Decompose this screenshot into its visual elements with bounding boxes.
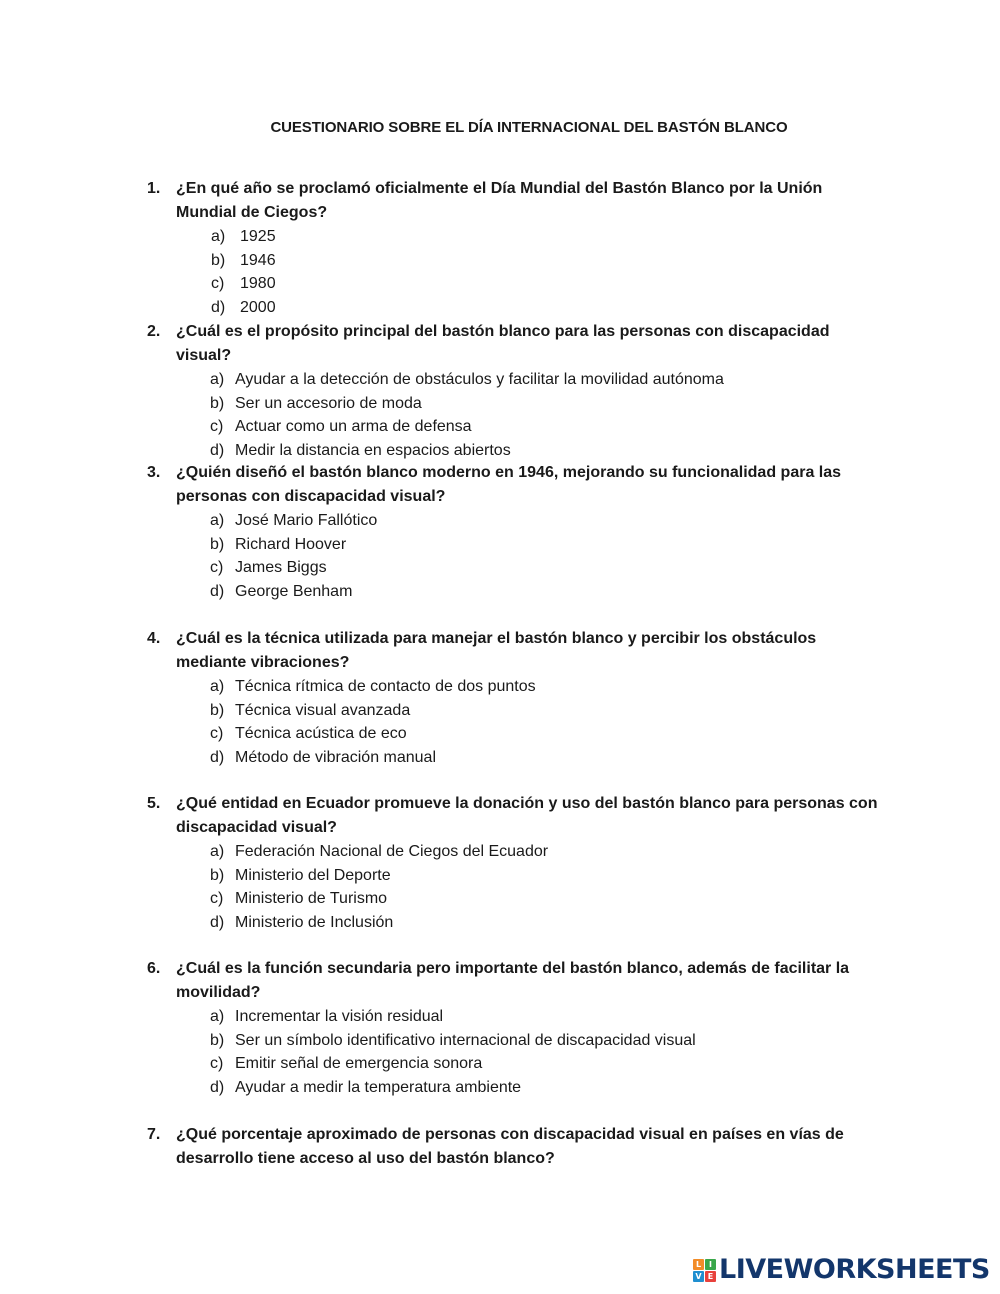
option-letter: b) (210, 394, 225, 412)
question-3 (147, 461, 887, 604)
question-7 (147, 1123, 887, 1171)
question-number: 5. (147, 795, 161, 812)
option-list (147, 368, 887, 463)
question-number: 2. (147, 323, 161, 340)
option-letter: c) (210, 559, 224, 577)
option-b[interactable] (147, 249, 887, 273)
question-2 (147, 320, 887, 463)
option-text: Incrementar la visión residual (235, 1008, 444, 1025)
option-letter: d) (210, 1079, 225, 1097)
option-b[interactable] (147, 864, 887, 888)
option-text: Emitir señal de emergencia sonora (235, 1055, 483, 1073)
liveworksheets-mark-icon (693, 1259, 716, 1282)
option-letter: c) (211, 275, 225, 293)
option-b[interactable] (147, 392, 887, 416)
option-letter: d) (210, 914, 225, 932)
liveworksheets-logo (693, 1255, 990, 1285)
option-c[interactable] (147, 887, 887, 911)
option-c[interactable] (147, 415, 887, 439)
option-text: Medir la distancia en espacios abiertos (235, 442, 511, 460)
question-heading (147, 177, 887, 225)
question-text: ¿Quién diseñó el bastón blanco moderno en 1946, mejorando su funcionalidad para las personas con discapacidad visual? (176, 464, 842, 505)
question-text: ¿En qué año se proclamó oficialmente el Día Mundial del Bastón Blanco por la Unión Mundial de Ciegos? (176, 180, 823, 221)
option-text: Técnica visual avanzada (235, 701, 411, 719)
option-letter: b) (210, 866, 225, 884)
option-a[interactable] (147, 509, 887, 533)
option-text: Ministerio de Turismo (235, 890, 388, 908)
option-text: 1925 (240, 228, 276, 245)
option-d[interactable] (147, 439, 887, 463)
question-text: ¿Qué porcentaje aproximado de personas con discapacidad visual en países en vías de desarrollo tiene acceso al uso del bastón blanco? (176, 1126, 844, 1167)
question-heading (147, 957, 887, 1005)
option-letter: a) (210, 371, 225, 388)
question-heading (147, 1123, 887, 1171)
option-letter: b) (210, 535, 225, 553)
option-d[interactable] (147, 911, 887, 935)
question-text: ¿Cuál es la función secundaria pero importante del bastón blanco, además de facilitar la movilidad? (176, 960, 850, 1001)
question-5 (147, 792, 887, 935)
option-text: Técnica rítmica de contacto de dos puntos (235, 678, 536, 695)
question-text: ¿Cuál es la técnica utilizada para manejar el bastón blanco y percibir los obstáculos mediante vibraciones? (176, 630, 817, 671)
option-text: Ayudar a la detección de obstáculos y facilitar la movilidad autónoma (235, 371, 724, 388)
option-letter: a) (210, 1008, 225, 1025)
option-list (147, 1005, 887, 1100)
option-letter: a) (210, 512, 225, 529)
option-letter: c) (210, 418, 224, 436)
option-text: James Biggs (235, 559, 327, 577)
question-heading (147, 320, 887, 368)
question-heading (147, 792, 887, 840)
option-letter: a) (210, 843, 225, 860)
option-letter: d) (211, 299, 226, 317)
option-letter: c) (210, 1055, 224, 1073)
page-title: CUESTIONARIO SOBRE EL DÍA INTERNACIONAL DEL BASTÓN BLANCO (270, 119, 788, 136)
option-list (147, 675, 887, 770)
logo-wordmark: LIVEWORKSHEETS (719, 1254, 990, 1285)
option-text: 2000 (240, 299, 276, 317)
option-text: Técnica acústica de eco (235, 725, 407, 743)
option-text: 1946 (240, 251, 276, 269)
option-letter: c) (210, 725, 224, 743)
option-d[interactable] (147, 746, 887, 770)
option-c[interactable] (147, 272, 887, 296)
option-b[interactable] (147, 533, 887, 557)
question-1 (147, 177, 887, 320)
option-text: Método de vibración manual (235, 749, 437, 767)
question-4 (147, 627, 887, 770)
question-number: 1. (147, 180, 161, 197)
option-a[interactable] (147, 675, 887, 699)
option-letter: d) (210, 749, 225, 767)
logo-mark-l: L (693, 1259, 704, 1270)
option-text: Ser un símbolo identificativo internacional de discapacidad visual (235, 1031, 696, 1049)
question-number: 7. (147, 1126, 161, 1143)
question-6 (147, 957, 887, 1100)
option-letter: b) (210, 1031, 225, 1049)
option-b[interactable] (147, 699, 887, 723)
question-number: 6. (147, 960, 161, 977)
option-text: George Benham (235, 583, 353, 601)
option-letter: b) (211, 251, 226, 269)
option-a[interactable] (147, 840, 887, 864)
question-number: 4. (147, 630, 161, 647)
option-text: José Mario Fallótico (235, 512, 378, 529)
option-d[interactable] (147, 580, 887, 604)
question-text: ¿Cuál es el propósito principal del bastón blanco para las personas con discapacidad visual? (176, 323, 830, 364)
option-letter: c) (210, 890, 224, 908)
option-letter: b) (210, 701, 225, 719)
logo-mark-v: V (693, 1271, 704, 1282)
option-letter: a) (211, 228, 226, 245)
option-text: Actuar como un arma de defensa (235, 418, 472, 436)
option-text: Ayudar a medir la temperatura ambiente (235, 1079, 522, 1097)
option-text: Richard Hoover (235, 535, 347, 553)
question-heading (147, 461, 887, 509)
option-letter: a) (210, 678, 225, 695)
option-b[interactable] (147, 1029, 887, 1053)
option-list (147, 509, 887, 604)
option-list (147, 840, 887, 935)
option-c[interactable] (147, 556, 887, 580)
option-a[interactable] (147, 1005, 887, 1029)
option-a[interactable] (147, 225, 887, 249)
question-text: ¿Qué entidad en Ecuador promueve la donación y uso del bastón blanco para personas con discapacidad visual? (176, 795, 878, 836)
option-text: Ministerio de Inclusión (235, 914, 394, 932)
option-c[interactable] (147, 1052, 887, 1076)
logo-mark-e: E (705, 1271, 716, 1282)
option-text: Federación Nacional de Ciegos del Ecuador (235, 843, 549, 860)
option-d[interactable] (147, 1076, 887, 1100)
option-text: 1980 (240, 275, 276, 293)
option-a[interactable] (147, 368, 887, 392)
question-number: 3. (147, 464, 161, 481)
option-text: Ministerio del Deporte (235, 866, 391, 884)
logo-mark-i: I (705, 1259, 716, 1270)
option-list (147, 225, 887, 320)
option-letter: d) (210, 442, 225, 460)
option-d[interactable] (147, 296, 887, 320)
question-heading (147, 627, 887, 675)
option-c[interactable] (147, 722, 887, 746)
option-letter: d) (210, 583, 225, 601)
option-text: Ser un accesorio de moda (235, 394, 422, 412)
